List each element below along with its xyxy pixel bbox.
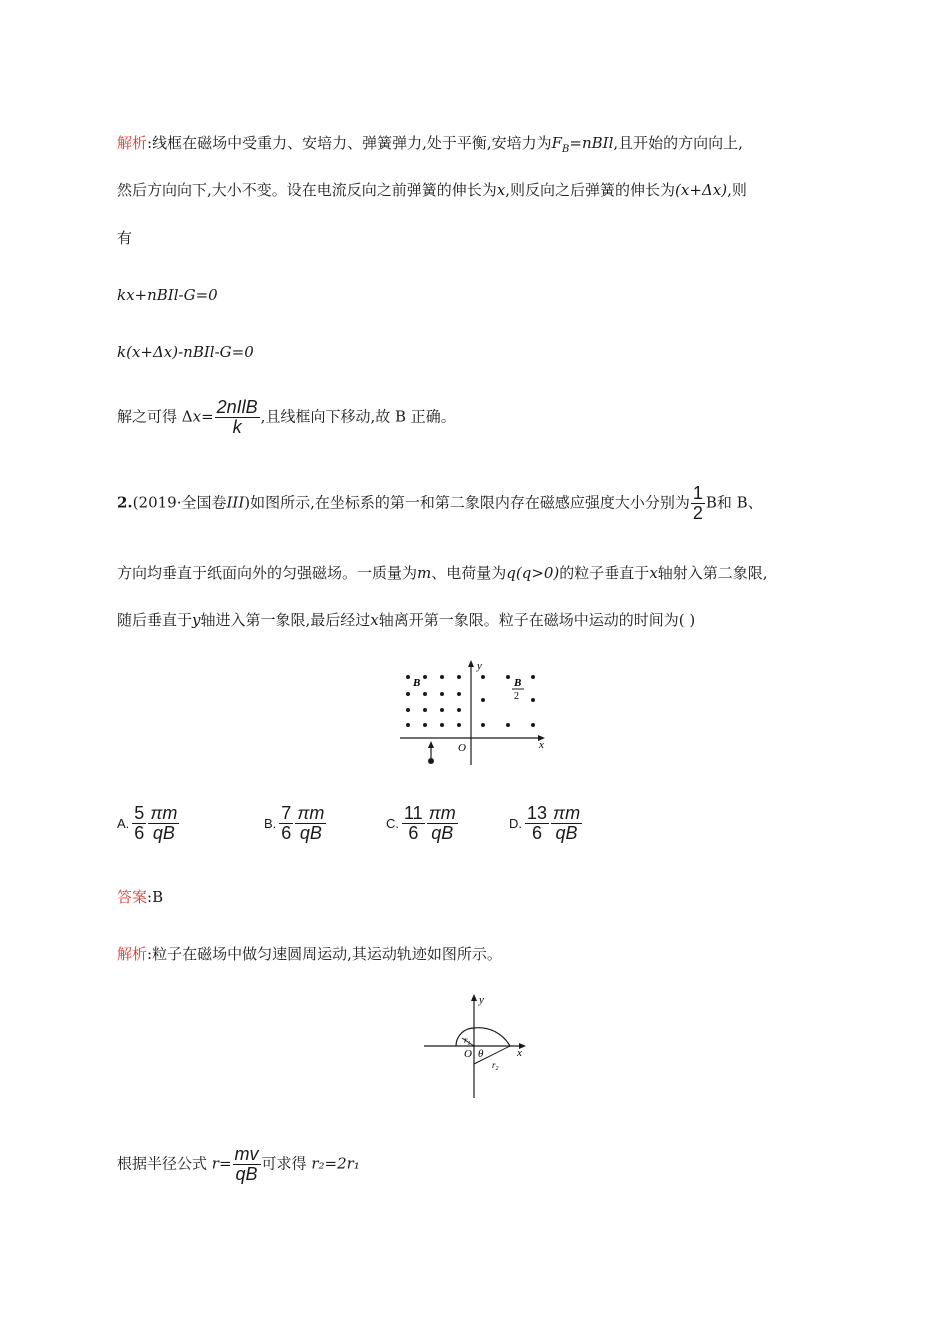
origin-label: O	[464, 1048, 472, 1060]
y-axis-label: y	[477, 660, 482, 672]
y-axis-arrow	[471, 994, 477, 1001]
field-label-b-half-num: B	[514, 677, 522, 689]
equation-1: kx+nBIl-G=0	[117, 286, 218, 304]
y-axis-label: y	[479, 994, 484, 1006]
analysis2-line: 解析:粒子在磁场中做匀速圆周运动,其运动轨迹如图所示。	[117, 945, 502, 963]
solution-fraction: $\frac{\text{2nIlB}}{k}$	[216, 397, 258, 437]
analysis1-line3: 有	[117, 229, 133, 247]
analysis1-line1: 解析:线框在磁场中受重力、安培力、弹簧弹力,处于平衡,安培力为$F_B=nBIl$,且开始的方向向上,	[117, 134, 743, 155]
answer-label: 答案	[117, 888, 148, 906]
equation-2: k(x+Δx)-nBIl-G=0	[117, 343, 254, 361]
particle	[428, 758, 434, 764]
r1-label: $r_1$	[464, 1035, 471, 1047]
particle-velocity-arrow	[428, 741, 434, 748]
magnetic-field-figure	[398, 655, 558, 770]
r2-label: $r_2$	[492, 1060, 499, 1072]
origin-label: O	[458, 742, 466, 754]
x-axis-label: x	[517, 1047, 522, 1059]
option-a[interactable]: A. $\frac{5}{6}$ $\frac{\pi m}{qB}$	[117, 803, 178, 843]
analysis-label: 解析	[117, 945, 148, 963]
question2-half-fraction: $\frac{1}{2}$	[692, 483, 703, 523]
analysis-label: 解析	[117, 134, 148, 152]
answer-line	[117, 887, 163, 907]
field-label-b: B	[413, 677, 421, 689]
question2-line2: 方向均垂直于纸面向外的匀强磁场。一质量为m、电荷量为q(q>0)的粒子垂直于x轴射入第二象限,	[117, 564, 768, 582]
answer-value: :B	[147, 888, 164, 906]
field-label-b-half-den: 2	[514, 691, 519, 702]
y-axis-arrow	[468, 660, 474, 667]
radius-formula-line: 根据半径公式 r= $\frac{mv}{qB}$ 可求得 r₂=2r₁	[117, 1144, 360, 1184]
option-b[interactable]: B. $\frac{7}{6}$ $\frac{\pi m}{qB}$	[264, 803, 325, 843]
radius-fraction: $\frac{mv}{qB}$	[234, 1144, 259, 1184]
x-axis-label: x	[539, 739, 544, 751]
question2-line1: 2.(2019·全国卷III)如图所示,在坐标系的第一和第二象限内存在磁感应强度大小分别为 $\frac{1}{2}$ B和 B、	[117, 483, 763, 523]
question2-line3: 随后垂直于y轴进入第一象限,最后经过x轴离开第一象限。粒子在磁场中运动的时间为( )	[117, 611, 696, 629]
analysis1-line2: 然后方向向下,大小不变。设在电流反向之前弹簧的伸长为x,则反向之后弹簧的伸长为(x+Δx),则	[117, 181, 747, 199]
trajectory-figure	[422, 990, 532, 1100]
option-c[interactable]: C. $\frac{11}{6}$ $\frac{\pi m}{qB}$	[386, 803, 456, 843]
solution-line: 解之可得 Δx= $\frac{\text{2nIlB}}{k}$ ,且线框向下移动,故 B 正确。	[117, 397, 456, 437]
field-dots-right	[481, 675, 535, 727]
trajectory-arc-large	[474, 1028, 510, 1046]
option-d[interactable]: D. $\frac{13}{6}$ $\frac{\pi m}{qB}$	[509, 803, 581, 843]
theta-label: θ	[478, 1048, 484, 1060]
